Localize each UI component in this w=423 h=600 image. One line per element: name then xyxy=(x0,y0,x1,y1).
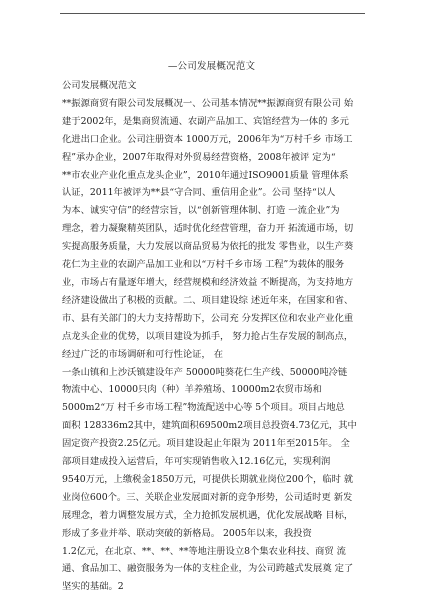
body-line: 1.2亿元，在北京、**、**、**等地注册设立8个集农业科技、商贸 流 xyxy=(62,545,346,557)
body-line: 坚实的基础。2 xyxy=(62,581,124,593)
body-line: 理念，着力凝聚精英团队，适时优化经营管理，奋力开 拓流通市场，切 xyxy=(62,223,354,235)
body-line: 业岗位600个。三、关联企业发展面对新的竞争形势，公司适时更 新发 xyxy=(62,491,353,503)
body-line: **振源商贸有限公司发展概况一、公司基本情况**振源商贸有限公司 始 xyxy=(62,97,354,109)
body-line: 一条山镇和上沙沃镇建设年产 50000吨葵花仁生产线、50000吨冷链 xyxy=(62,366,348,378)
body-line: 5000m2“万 村千乡市场工程”物流配送中心等 5个项目。项目占地总 xyxy=(62,402,345,414)
body-line: 业，市场占有量逐年增大，经营规模和经济效益 不断提高，为支持地方 xyxy=(62,276,354,288)
body-line: 认证，2011年被评为**县“守合同、重信用企业”。公司 坚持“以人 xyxy=(62,187,336,199)
body-line: 实提高服务质量，大力发展以商品贸易为依托的批发 零售业，以生产葵 xyxy=(62,241,354,253)
body-line: 形成了多业并举、联动突破的新格局。 2005年以来，我投资 xyxy=(62,527,312,539)
body-line: 化进出口企业。公司注册资本 1000万元，2006年为“万村千乡 市场工 xyxy=(62,133,353,145)
body-line: 物流中心、10000只肉（种）羊养殖场、10000m2农贸市场和 xyxy=(62,384,322,396)
section-heading: 公司发展概况范文 xyxy=(62,80,137,91)
body-line: **市农业产业化重点龙头企业”，2010年通过ISO9001质量 管理体系 xyxy=(62,169,349,181)
body-line: 9540万元，上缴税金1850万元，可提供长期就业岗位200个，临时 就 xyxy=(62,473,354,485)
document-title: —公司发展概况范文 xyxy=(167,61,256,72)
body-line: 固定资产投资2.25亿元。项目建设起止年限为 2011年至2015年。 全 xyxy=(62,438,350,450)
body-line: 展理念，着力调整发展方式，全力抢抓发展机遇，优化发展战略 目标， xyxy=(62,509,354,521)
body-line: 建于2002年，是集商贸流通、农副产品加工、宾馆经营为一体的 多元 xyxy=(62,115,349,127)
body-line: 花仁为主业的农副产品加工业和以“万村千乡市场 工程”为载体的服务 xyxy=(62,259,345,271)
body-line: 通、食品加工、融资服务为一体的支柱企业，为公司跨越式发展奠 定了 xyxy=(62,563,354,575)
document-body xyxy=(62,77,366,596)
body-line: 市、县有关部门的大力支持帮助下，公司充 分发挥区位和农业产业化重 xyxy=(62,312,354,324)
body-line: 面积 128336m2其中，建筑面积69500m2项目总投资4.73亿元，其中 xyxy=(62,420,357,432)
body-line: 经过广泛的市场调研和可行性论证， 在 xyxy=(62,348,224,360)
header-rule xyxy=(60,13,365,14)
body-line: 程”承办企业，2007年取得对外贸易经营资格，2008年被评 定为“ xyxy=(62,151,336,163)
body-line: 点龙头企业的优势，以项目建设为抓手， 努力抢占生存发展的制高点， xyxy=(62,330,354,342)
body-line: 为本、诚实守信”的经营宗旨，以“创新管理体制、打造 一流企业”为 xyxy=(62,205,340,217)
body-line: 部项目建成投入运营后，年可实现销售收入12.16亿元，实现利润 xyxy=(62,456,331,468)
body-line: 经济建设做出了积极的贡献。二、项目建设综 述近年来，在国家和省、 xyxy=(62,294,354,306)
